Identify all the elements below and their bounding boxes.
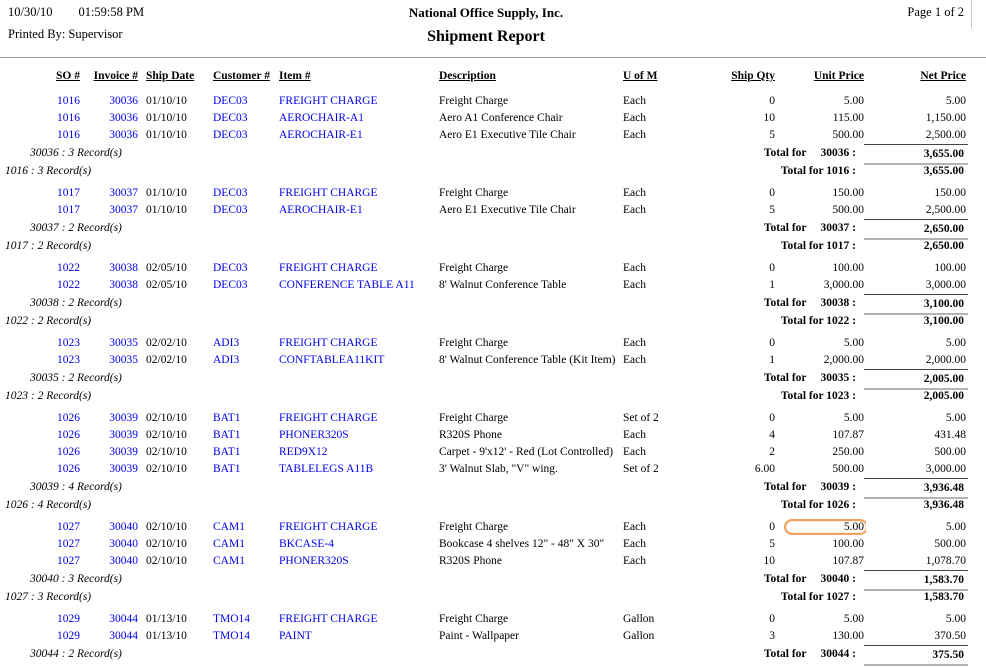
unit-price: 5.00 bbox=[843, 613, 864, 625]
so-record-count: 1027 : 3 Record(s) bbox=[5, 591, 92, 603]
ship-date: 01/10/10 bbox=[146, 129, 187, 141]
customer-link[interactable]: DEC03 bbox=[213, 187, 248, 199]
invoice-link[interactable]: 30036 bbox=[109, 129, 138, 141]
ship-qty: 1 bbox=[769, 279, 775, 291]
unit-price: 3,000.00 bbox=[823, 279, 864, 291]
table-row bbox=[0, 461, 986, 478]
description: 8' Walnut Conference Table bbox=[439, 279, 567, 291]
so-summary-row bbox=[0, 387, 986, 405]
so-link[interactable]: 1026 bbox=[57, 429, 80, 441]
ship-qty: 0 bbox=[769, 95, 775, 107]
ship-qty: 10 bbox=[763, 555, 775, 567]
ship-date: 01/10/10 bbox=[146, 187, 187, 199]
shipment-table bbox=[0, 68, 986, 668]
col-header-ship-date: Ship Date bbox=[146, 70, 195, 82]
item-link[interactable]: PHONER320S bbox=[279, 555, 349, 567]
unit-price: 150.00 bbox=[832, 187, 864, 199]
so-summary-row bbox=[0, 237, 986, 255]
table-row bbox=[0, 553, 986, 570]
so-total-amount: 3,100.00 bbox=[923, 315, 964, 327]
report-title: Shipment Report bbox=[427, 28, 545, 45]
customer-link[interactable]: CAM1 bbox=[213, 538, 245, 550]
invoice-total-amount: 2,650.00 bbox=[864, 219, 968, 240]
so-link[interactable]: 1017 bbox=[57, 187, 80, 199]
so-total-label: Total for 1017 : bbox=[780, 240, 856, 252]
report-header bbox=[0, 0, 986, 46]
invoice-link[interactable]: 30036 bbox=[109, 95, 138, 107]
so-link[interactable]: 1026 bbox=[57, 412, 80, 424]
table-row bbox=[0, 202, 986, 219]
table-row bbox=[0, 611, 986, 628]
description: Aero E1 Executive Tile Chair bbox=[439, 204, 576, 216]
item-link[interactable]: AEROCHAIR-E1 bbox=[279, 129, 363, 141]
so-total-amount: 3,936.48 bbox=[923, 499, 964, 511]
unit-price: 500.00 bbox=[832, 204, 864, 216]
invoice-total-label: Total for 30040 : bbox=[763, 573, 856, 585]
unit-price: 115.00 bbox=[832, 112, 864, 124]
so-link[interactable]: 1022 bbox=[57, 262, 80, 274]
item-link[interactable]: FREIGHT CHARGE bbox=[279, 613, 378, 625]
item-link[interactable]: TABLELEGS A11B bbox=[279, 463, 374, 475]
description: Freight Charge bbox=[439, 521, 509, 533]
page-number: Page 1 of 2 bbox=[907, 5, 964, 19]
description: 3' Walnut Slab, "V" wing. bbox=[439, 463, 558, 475]
table-row bbox=[0, 260, 986, 277]
item-link[interactable]: FREIGHT CHARGE bbox=[279, 262, 378, 274]
item-link[interactable]: AEROCHAIR-A1 bbox=[279, 112, 364, 124]
net-price: 2,500.00 bbox=[925, 129, 966, 141]
so-link[interactable]: 1016 bbox=[57, 95, 80, 107]
uom: Each bbox=[623, 555, 646, 567]
customer-link[interactable]: CAM1 bbox=[213, 521, 245, 533]
description: Freight Charge bbox=[439, 95, 509, 107]
customer-link[interactable]: TMO14 bbox=[213, 613, 251, 625]
invoice-record-count: 30040 : 3 Record(s) bbox=[30, 573, 122, 585]
net-price: 1,150.00 bbox=[925, 112, 966, 124]
uom: Each bbox=[623, 521, 646, 533]
invoice-total-amount: 2,005.00 bbox=[864, 369, 968, 390]
description: Aero A1 Conference Chair bbox=[439, 112, 563, 124]
ship-qty: 2 bbox=[769, 446, 775, 458]
table-body bbox=[0, 93, 986, 663]
so-total-label: Total for 1027 : bbox=[780, 591, 856, 603]
unit-price: 5.00 bbox=[843, 412, 864, 424]
invoice-record-count: 30039 : 4 Record(s) bbox=[30, 481, 122, 493]
invoice-link[interactable]: 30037 bbox=[109, 187, 138, 199]
col-header-description: Description bbox=[439, 70, 496, 82]
col-header-invoice: Invoice # bbox=[93, 70, 138, 82]
so-summary-row bbox=[0, 588, 986, 606]
invoice-link[interactable]: 30040 bbox=[109, 521, 138, 533]
invoice-total-amount: 375.50 bbox=[864, 645, 968, 666]
invoice-total-amount: 3,100.00 bbox=[864, 294, 968, 315]
item-link[interactable]: FREIGHT CHARGE bbox=[279, 337, 378, 349]
print-time: 01:59:58 PM bbox=[78, 5, 145, 19]
so-total-label: Total for 1023 : bbox=[780, 390, 856, 402]
table-row bbox=[0, 185, 986, 202]
ship-date: 02/10/10 bbox=[146, 538, 187, 550]
invoice-link[interactable]: 30037 bbox=[109, 204, 138, 216]
table-row bbox=[0, 277, 986, 294]
uom: Each bbox=[623, 446, 646, 458]
table-row bbox=[0, 335, 986, 352]
net-price: 5.00 bbox=[945, 613, 966, 625]
col-header-net-price: Net Price bbox=[920, 70, 966, 82]
ship-qty: 0 bbox=[769, 262, 775, 274]
invoice-group bbox=[0, 611, 986, 663]
so-record-count: 1017 : 2 Record(s) bbox=[5, 240, 92, 252]
invoice-total-amount: 1,583.70 bbox=[864, 570, 968, 591]
invoice-link[interactable]: 30039 bbox=[109, 412, 138, 424]
invoice-link[interactable]: 30044 bbox=[109, 630, 138, 642]
table-row bbox=[0, 93, 986, 110]
so-link[interactable]: 1016 bbox=[57, 129, 80, 141]
item-link[interactable]: PAINT bbox=[279, 630, 312, 642]
so-link[interactable]: 1026 bbox=[57, 463, 80, 475]
ship-date: 02/10/10 bbox=[146, 412, 187, 424]
invoice-link[interactable]: 30039 bbox=[109, 446, 138, 458]
uom: Each bbox=[623, 204, 646, 216]
net-price: 5.00 bbox=[945, 337, 966, 349]
table-row bbox=[0, 628, 986, 645]
invoice-link[interactable]: 30044 bbox=[109, 613, 138, 625]
customer-link[interactable]: DEC03 bbox=[213, 262, 248, 274]
invoice-link[interactable]: 30040 bbox=[109, 538, 138, 550]
unit-price: 500.00 bbox=[832, 129, 864, 141]
invoice-group bbox=[0, 260, 986, 330]
item-link[interactable]: CONFERENCE TABLE A11 bbox=[279, 279, 415, 291]
invoice-total-amount: 3,655.00 bbox=[864, 144, 968, 165]
uom: Gallon bbox=[623, 630, 655, 642]
net-price: 100.00 bbox=[934, 262, 966, 274]
net-price: 5.00 bbox=[945, 521, 966, 533]
item-link[interactable]: FREIGHT CHARGE bbox=[279, 412, 378, 424]
invoice-link[interactable]: 30038 bbox=[109, 262, 138, 274]
unit-price: 250.00 bbox=[832, 446, 864, 458]
description: Paint - Wallpaper bbox=[439, 630, 519, 642]
print-date: 10/30/10 bbox=[8, 5, 53, 19]
table-row bbox=[0, 444, 986, 461]
customer-link[interactable]: BAT1 bbox=[213, 446, 241, 458]
invoice-total-label: Total for 30038 : bbox=[763, 297, 856, 309]
invoice-link[interactable]: 30039 bbox=[109, 463, 138, 475]
so-record-count: 1022 : 2 Record(s) bbox=[5, 315, 92, 327]
ship-date: 01/10/10 bbox=[146, 112, 187, 124]
ship-qty: 0 bbox=[769, 613, 775, 625]
so-link[interactable]: 1023 bbox=[57, 354, 80, 366]
col-header-ship-qty: Ship Qty bbox=[731, 70, 775, 82]
description: Aero E1 Executive Tile Chair bbox=[439, 129, 576, 141]
so-record-count: 1023 : 2 Record(s) bbox=[5, 390, 92, 402]
so-total-label: Total for 1022 : bbox=[780, 315, 856, 327]
so-total-amount: 2,650.00 bbox=[923, 240, 964, 252]
net-price: 2,500.00 bbox=[925, 204, 966, 216]
ship-qty: 0 bbox=[769, 521, 775, 533]
ship-qty: 0 bbox=[769, 187, 775, 199]
customer-link[interactable]: TMO14 bbox=[213, 630, 251, 642]
table-row bbox=[0, 127, 986, 144]
invoice-record-count: 30044 : 2 Record(s) bbox=[30, 648, 122, 660]
unit-price-highlight-box[interactable] bbox=[784, 519, 866, 535]
ship-date: 02/02/10 bbox=[146, 354, 187, 366]
description: R320S Phone bbox=[439, 429, 502, 441]
so-total-amount: 2,005.00 bbox=[923, 390, 964, 402]
unit-price: 107.87 bbox=[832, 429, 864, 441]
so-summary-row bbox=[0, 496, 986, 514]
uom: Each bbox=[623, 112, 646, 124]
invoice-group bbox=[0, 410, 986, 514]
invoice-total-label: Total for 30035 : bbox=[763, 372, 856, 384]
invoice-total-amount: 3,936.48 bbox=[864, 478, 968, 499]
description: Freight Charge bbox=[439, 262, 509, 274]
net-price: 3,000.00 bbox=[925, 279, 966, 291]
table-row bbox=[0, 352, 986, 369]
customer-link[interactable]: BAT1 bbox=[213, 429, 241, 441]
description: R320S Phone bbox=[439, 555, 502, 567]
col-header-item: Item # bbox=[279, 70, 311, 82]
uom: Set of 2 bbox=[623, 412, 659, 424]
invoice-summary-row bbox=[0, 570, 986, 588]
uom: Each bbox=[623, 262, 646, 274]
item-link[interactable]: AEROCHAIR-E1 bbox=[279, 204, 363, 216]
ship-qty: 1 bbox=[769, 354, 775, 366]
net-price: 5.00 bbox=[945, 95, 966, 107]
net-price: 2,000.00 bbox=[925, 354, 966, 366]
ship-date: 02/02/10 bbox=[146, 337, 187, 349]
unit-price: 100.00 bbox=[832, 538, 864, 550]
customer-link[interactable]: DEC03 bbox=[213, 95, 248, 107]
ship-date: 01/10/10 bbox=[146, 204, 187, 216]
ship-date: 02/05/10 bbox=[146, 262, 187, 274]
so-total-label: Total for 1016 : bbox=[780, 165, 856, 177]
uom: Gallon bbox=[623, 613, 655, 625]
so-link[interactable]: 1027 bbox=[57, 555, 80, 567]
ship-qty: 10 bbox=[763, 112, 775, 124]
invoice-link[interactable]: 30036 bbox=[109, 112, 138, 124]
invoice-record-count: 30036 : 3 Record(s) bbox=[30, 147, 122, 159]
col-header-so: SO # bbox=[56, 70, 80, 82]
company-name: National Office Supply, Inc. bbox=[408, 5, 564, 20]
invoice-group bbox=[0, 335, 986, 405]
ship-date: 02/10/10 bbox=[146, 521, 187, 533]
table-row bbox=[0, 536, 986, 553]
ship-qty: 6.00 bbox=[754, 463, 775, 475]
table-row bbox=[0, 410, 986, 427]
customer-link[interactable]: ADI3 bbox=[213, 354, 240, 366]
invoice-summary-row bbox=[0, 369, 986, 387]
item-link[interactable]: FREIGHT CHARGE bbox=[279, 95, 378, 107]
net-price: 3,000.00 bbox=[925, 463, 966, 475]
item-link[interactable]: CONFTABLEA11KIT bbox=[279, 354, 385, 366]
unit-price: 5.00 bbox=[843, 95, 864, 107]
so-link[interactable]: 1016 bbox=[57, 112, 80, 124]
so-summary-row bbox=[0, 312, 986, 330]
net-price: 431.48 bbox=[934, 429, 966, 441]
invoice-link[interactable]: 30040 bbox=[109, 555, 138, 567]
ship-qty: 0 bbox=[769, 412, 775, 424]
col-header-unit-price: Unit Price bbox=[813, 70, 864, 82]
so-link[interactable]: 1027 bbox=[57, 538, 80, 550]
table-row bbox=[0, 519, 986, 536]
uom: Each bbox=[623, 129, 646, 141]
ship-date: 01/10/10 bbox=[146, 95, 187, 107]
item-link[interactable]: RED9X12 bbox=[279, 446, 328, 458]
description: Freight Charge bbox=[439, 187, 509, 199]
invoice-summary-row bbox=[0, 294, 986, 312]
invoice-total-label: Total for 30044 : bbox=[763, 648, 856, 660]
unit-price[interactable]: 5.00 bbox=[777, 519, 866, 536]
customer-link[interactable]: BAT1 bbox=[213, 463, 241, 475]
so-link[interactable]: 1029 bbox=[57, 613, 80, 625]
net-price: 500.00 bbox=[934, 446, 966, 458]
invoice-record-count: 30035 : 2 Record(s) bbox=[30, 372, 122, 384]
uom: Each bbox=[623, 354, 646, 366]
invoice-group bbox=[0, 519, 986, 606]
customer-link[interactable]: DEC03 bbox=[213, 129, 248, 141]
invoice-record-count: 30038 : 2 Record(s) bbox=[30, 297, 122, 309]
unit-price: 107.87 bbox=[832, 555, 864, 567]
invoice-link[interactable]: 30039 bbox=[109, 429, 138, 441]
ship-qty: 3 bbox=[769, 630, 775, 642]
so-link[interactable]: 1017 bbox=[57, 204, 80, 216]
uom: Each bbox=[623, 337, 646, 349]
item-link[interactable]: FREIGHT CHARGE bbox=[279, 521, 378, 533]
printed-by: Printed By: Supervisor bbox=[8, 27, 123, 41]
net-price: 1,078.70 bbox=[925, 555, 966, 567]
so-total-label: Total for 1026 : bbox=[780, 499, 856, 511]
description: Freight Charge bbox=[439, 613, 509, 625]
table-header-row bbox=[0, 68, 986, 85]
invoice-link[interactable]: 30038 bbox=[109, 279, 138, 291]
ship-date: 02/10/10 bbox=[146, 555, 187, 567]
net-price: 5.00 bbox=[945, 412, 966, 424]
so-record-count: 1026 : 4 Record(s) bbox=[5, 499, 92, 511]
unit-price: 500.00 bbox=[832, 463, 864, 475]
invoice-group bbox=[0, 93, 986, 180]
description: 8' Walnut Conference Table (Kit Item) bbox=[439, 354, 616, 366]
unit-price: 5.00 bbox=[843, 337, 864, 349]
customer-link[interactable]: DEC03 bbox=[213, 204, 248, 216]
invoice-link[interactable]: 30035 bbox=[109, 337, 138, 349]
customer-link[interactable]: DEC03 bbox=[213, 279, 248, 291]
uom: Each bbox=[623, 429, 646, 441]
header-rule bbox=[0, 57, 986, 58]
net-price: 500.00 bbox=[934, 538, 966, 550]
ship-qty: 0 bbox=[769, 337, 775, 349]
customer-link[interactable]: ADI3 bbox=[213, 337, 240, 349]
col-header-uom: U of M bbox=[623, 70, 658, 82]
page-edge-line bbox=[971, 0, 972, 28]
net-price: 370.50 bbox=[934, 630, 966, 642]
so-link[interactable]: 1026 bbox=[57, 446, 80, 458]
so-total-amount: 3,655.00 bbox=[923, 165, 964, 177]
table-row bbox=[0, 110, 986, 127]
ship-qty: 4 bbox=[769, 429, 775, 441]
invoice-summary-row bbox=[0, 144, 986, 162]
description: Carpet - 9'x12' - Red (Lot Controlled) bbox=[439, 446, 614, 458]
ship-date: 02/05/10 bbox=[146, 279, 187, 291]
ship-date: 02/10/10 bbox=[146, 446, 187, 458]
item-link[interactable]: BKCASE-4 bbox=[279, 538, 334, 550]
description: Freight Charge bbox=[439, 337, 509, 349]
so-link[interactable]: 1023 bbox=[57, 337, 80, 349]
item-link[interactable]: PHONER320S bbox=[279, 429, 349, 441]
invoice-total-label: Total for 30036 : bbox=[763, 147, 856, 159]
ship-date: 02/10/10 bbox=[146, 429, 187, 441]
unit-price: 2,000.00 bbox=[823, 354, 864, 366]
invoice-total-label: Total for 30039 : bbox=[763, 481, 856, 493]
ship-qty: 5 bbox=[769, 129, 775, 141]
ship-qty: 5 bbox=[769, 538, 775, 550]
invoice-summary-row bbox=[0, 219, 986, 237]
so-link[interactable]: 1029 bbox=[57, 630, 80, 642]
ship-date: 01/13/10 bbox=[146, 613, 187, 625]
customer-link[interactable]: BAT1 bbox=[213, 412, 241, 424]
uom: Each bbox=[623, 95, 646, 107]
invoice-link[interactable]: 30035 bbox=[109, 354, 138, 366]
so-summary-row bbox=[0, 162, 986, 180]
invoice-total-label: Total for 30037 : bbox=[763, 222, 856, 234]
col-header-customer: Customer # bbox=[213, 70, 270, 82]
ship-date: 01/13/10 bbox=[146, 630, 187, 642]
invoice-summary-row bbox=[0, 645, 986, 663]
uom: Each bbox=[623, 538, 646, 550]
uom: Set of 2 bbox=[623, 463, 659, 475]
so-link[interactable]: 1022 bbox=[57, 279, 80, 291]
so-total-amount: 1,583.70 bbox=[923, 591, 964, 603]
description: Freight Charge bbox=[439, 412, 509, 424]
uom: Each bbox=[623, 279, 646, 291]
net-price: 150.00 bbox=[934, 187, 966, 199]
invoice-group bbox=[0, 185, 986, 255]
ship-qty: 5 bbox=[769, 204, 775, 216]
table-row bbox=[0, 427, 986, 444]
invoice-record-count: 30037 : 2 Record(s) bbox=[30, 222, 122, 234]
uom: Each bbox=[623, 187, 646, 199]
invoice-summary-row bbox=[0, 478, 986, 496]
ship-date: 02/10/10 bbox=[146, 463, 187, 475]
item-link[interactable]: FREIGHT CHARGE bbox=[279, 187, 378, 199]
so-record-count: 1016 : 3 Record(s) bbox=[5, 165, 92, 177]
customer-link[interactable]: DEC03 bbox=[213, 112, 248, 124]
unit-price: 130.00 bbox=[832, 630, 864, 642]
description: Bookcase 4 shelves 12" - 48" X 30" bbox=[439, 538, 605, 550]
customer-link[interactable]: CAM1 bbox=[213, 555, 245, 567]
unit-price: 100.00 bbox=[832, 262, 864, 274]
so-link[interactable]: 1027 bbox=[57, 521, 80, 533]
